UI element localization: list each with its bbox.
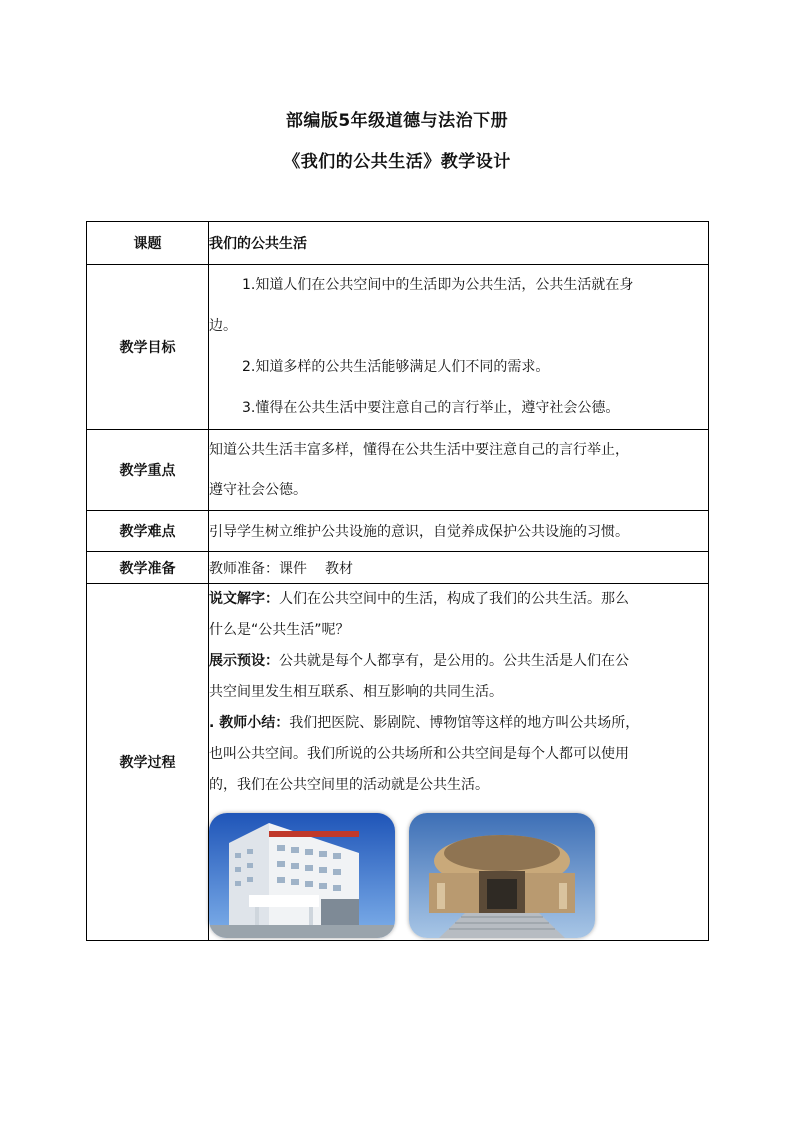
goal-item-continued: 边。 bbox=[209, 318, 237, 334]
preparation-value bbox=[209, 552, 709, 584]
preparation-part2: 教材 bbox=[325, 560, 353, 577]
process-line-heading: 说文解字： bbox=[209, 591, 279, 607]
table-row-goals bbox=[87, 265, 709, 430]
doc-subtitle: 《我们的公共生活》教学设计 bbox=[283, 152, 511, 172]
lesson-plan-table bbox=[86, 221, 709, 941]
table-row-difficulty bbox=[87, 511, 709, 552]
process-line bbox=[209, 584, 708, 615]
process-line bbox=[209, 708, 708, 739]
process-line-text: 人们在公共空间中的生活，构成了我们的公共生活。那么 bbox=[279, 591, 629, 607]
process-line-text: 什么是“公共生活”呢？ bbox=[209, 622, 350, 638]
table-row-key-points bbox=[87, 430, 709, 511]
goal-item: 2.知道多样的公共生活能够满足人们不同的需求。 bbox=[242, 359, 550, 375]
hospital-photo bbox=[209, 813, 395, 938]
photo-row bbox=[209, 813, 708, 940]
process-line bbox=[209, 615, 708, 646]
process-line-text: 的，我们在公共空间里的活动就是公共生活。 bbox=[209, 777, 489, 793]
process-label: 教学过程 bbox=[87, 584, 209, 941]
process-line bbox=[209, 770, 708, 801]
goals-content bbox=[209, 265, 709, 430]
process-line-text: 公共就是每个人都享有，是公用的。公共生活是人们在公 bbox=[279, 653, 629, 669]
difficulty-label: 教学难点 bbox=[87, 511, 209, 552]
difficulty-value: 引导学生树立维护公共设施的意识，自觉养成保护公共设施的习惯。 bbox=[209, 511, 709, 552]
goal-item: 1.知道人们在公共空间中的生活即为公共生活，公共生活就在身 bbox=[242, 277, 634, 293]
process-content bbox=[209, 584, 709, 941]
process-line bbox=[209, 677, 708, 708]
process-line-heading: . 教师小结： bbox=[209, 715, 290, 731]
preparation-label: 教学准备 bbox=[87, 552, 209, 584]
table-row-preparation bbox=[87, 552, 709, 584]
process-line-text: 共空间里发生相互联系、相互影响的共同生活。 bbox=[209, 684, 503, 700]
museum-photo bbox=[409, 813, 595, 938]
topic-label: 课题 bbox=[87, 222, 209, 265]
goals-label: 教学目标 bbox=[87, 265, 209, 430]
process-line bbox=[209, 646, 708, 677]
process-line-heading: 展示预设： bbox=[209, 653, 279, 669]
key-points-label: 教学重点 bbox=[87, 430, 209, 511]
table-row-process bbox=[87, 584, 709, 941]
key-points-content bbox=[209, 430, 709, 511]
key-points-line: 知道公共生活丰富多样，懂得在公共生活中要注意自己的言行举止， bbox=[209, 442, 629, 458]
topic-value: 我们的公共生活 bbox=[209, 222, 709, 265]
key-points-line: 遵守社会公德。 bbox=[209, 482, 307, 498]
table-row-topic bbox=[87, 222, 709, 265]
preparation-part1: 教师准备：课件 bbox=[209, 560, 307, 577]
goal-item: 3.懂得在公共生活中要注意自己的言行举止，遵守社会公德。 bbox=[242, 400, 620, 416]
process-line-text: 也叫公共空间。我们所说的公共场所和公共空间是每个人都可以使用 bbox=[209, 746, 629, 762]
doc-title: 部编版5年级道德与法治下册 bbox=[285, 111, 509, 131]
process-line bbox=[209, 739, 708, 770]
process-line-text: 我们把医院、影剧院、博物馆等这样的地方叫公共场所， bbox=[289, 715, 640, 731]
